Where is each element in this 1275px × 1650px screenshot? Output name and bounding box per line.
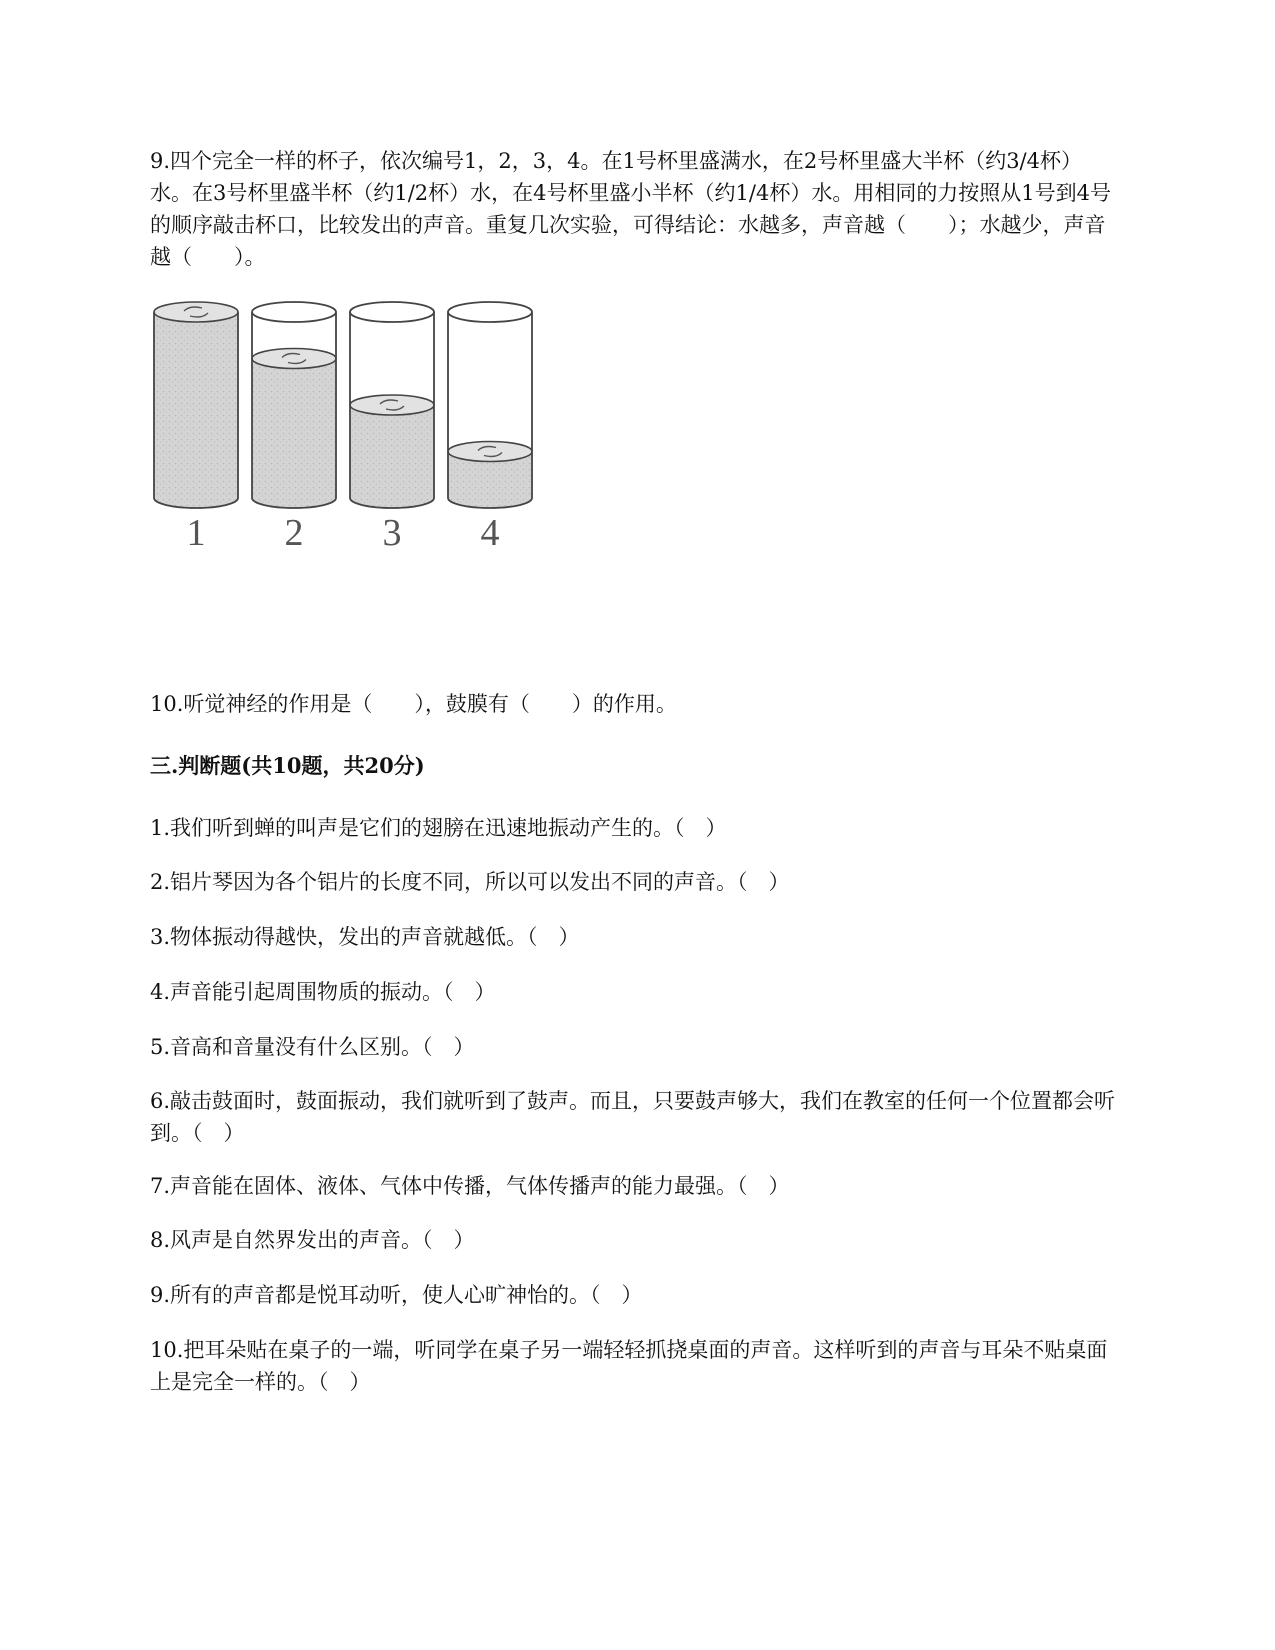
judgment-item-7: 7.声音能在固体、液体、气体中传播，气体传播声的能力最强。（ ） (150, 1174, 790, 1198)
question-10-text: 10.听觉神经的作用是（ ），鼓膜有（ ）的作用。 (150, 692, 677, 716)
cup-number-label: 3 (382, 512, 402, 554)
judgment-item-5: 5.音高和音量没有什么区别。（ ） (150, 1035, 475, 1059)
cups-illustration (150, 300, 550, 560)
cup-number-label: 4 (480, 512, 500, 554)
judgment-item-10: 10.把耳朵贴在桌子的一端，听同学在桌子另一端轻轻抓挠桌面的声音。这样听到的声音与耳朵不贴桌面上是完全一样的。（ ） (150, 1338, 1108, 1394)
water-surface (448, 442, 532, 462)
cup-4 (448, 302, 532, 554)
cup-1 (154, 302, 238, 554)
judgment-item-6: 6.敲击鼓面时，鼓面振动，我们就听到了鼓声。而且，只要鼓声够大，我们在教室的任何一个位置都会听到。（ ） (150, 1089, 1116, 1145)
section-heading: 三.判断题(共10题，共20分) (150, 753, 425, 778)
cup-number-label: 1 (186, 512, 206, 554)
judgment-item-2: 2.铝片琴因为各个铝片的长度不同，所以可以发出不同的声音。（ ） (150, 870, 790, 894)
judgment-item-9: 9.所有的声音都是悦耳动听，使人心旷神怡的。（ ） (150, 1283, 643, 1307)
water-surface (350, 395, 434, 415)
water-surface (252, 349, 336, 369)
water-surface (154, 302, 238, 322)
judgment-item-1: 1.我们听到蝉的叫声是它们的翅膀在迅速地振动产生的。（ ） (150, 816, 727, 840)
judgment-item-8: 8.风声是自然界发出的声音。（ ） (150, 1228, 475, 1252)
question-9-text: 9.四个完全一样的杯子，依次编号1，2，3，4。在1号杯里盛满水，在2号杯里盛大半杯（约3/4杯）水。在3号杯里盛半杯（约1/2杯）水，在4号杯里盛小半杯（约1/4杯）水。用相同的力按照从1号到4号的顺序敲击杯口，比较发出的声音。重复几次实验，可得结论：水越多，声音越（ ）；水越少，声音越（ ）。 (150, 149, 1112, 269)
cup-number-label: 2 (284, 512, 304, 554)
judgment-item-4: 4.声音能引起周围物质的振动。（ ） (150, 980, 496, 1004)
cup-2 (252, 302, 336, 554)
cup-3 (350, 302, 434, 554)
judgment-item-3: 3.物体振动得越快，发出的声音就越低。（ ） (150, 925, 580, 949)
